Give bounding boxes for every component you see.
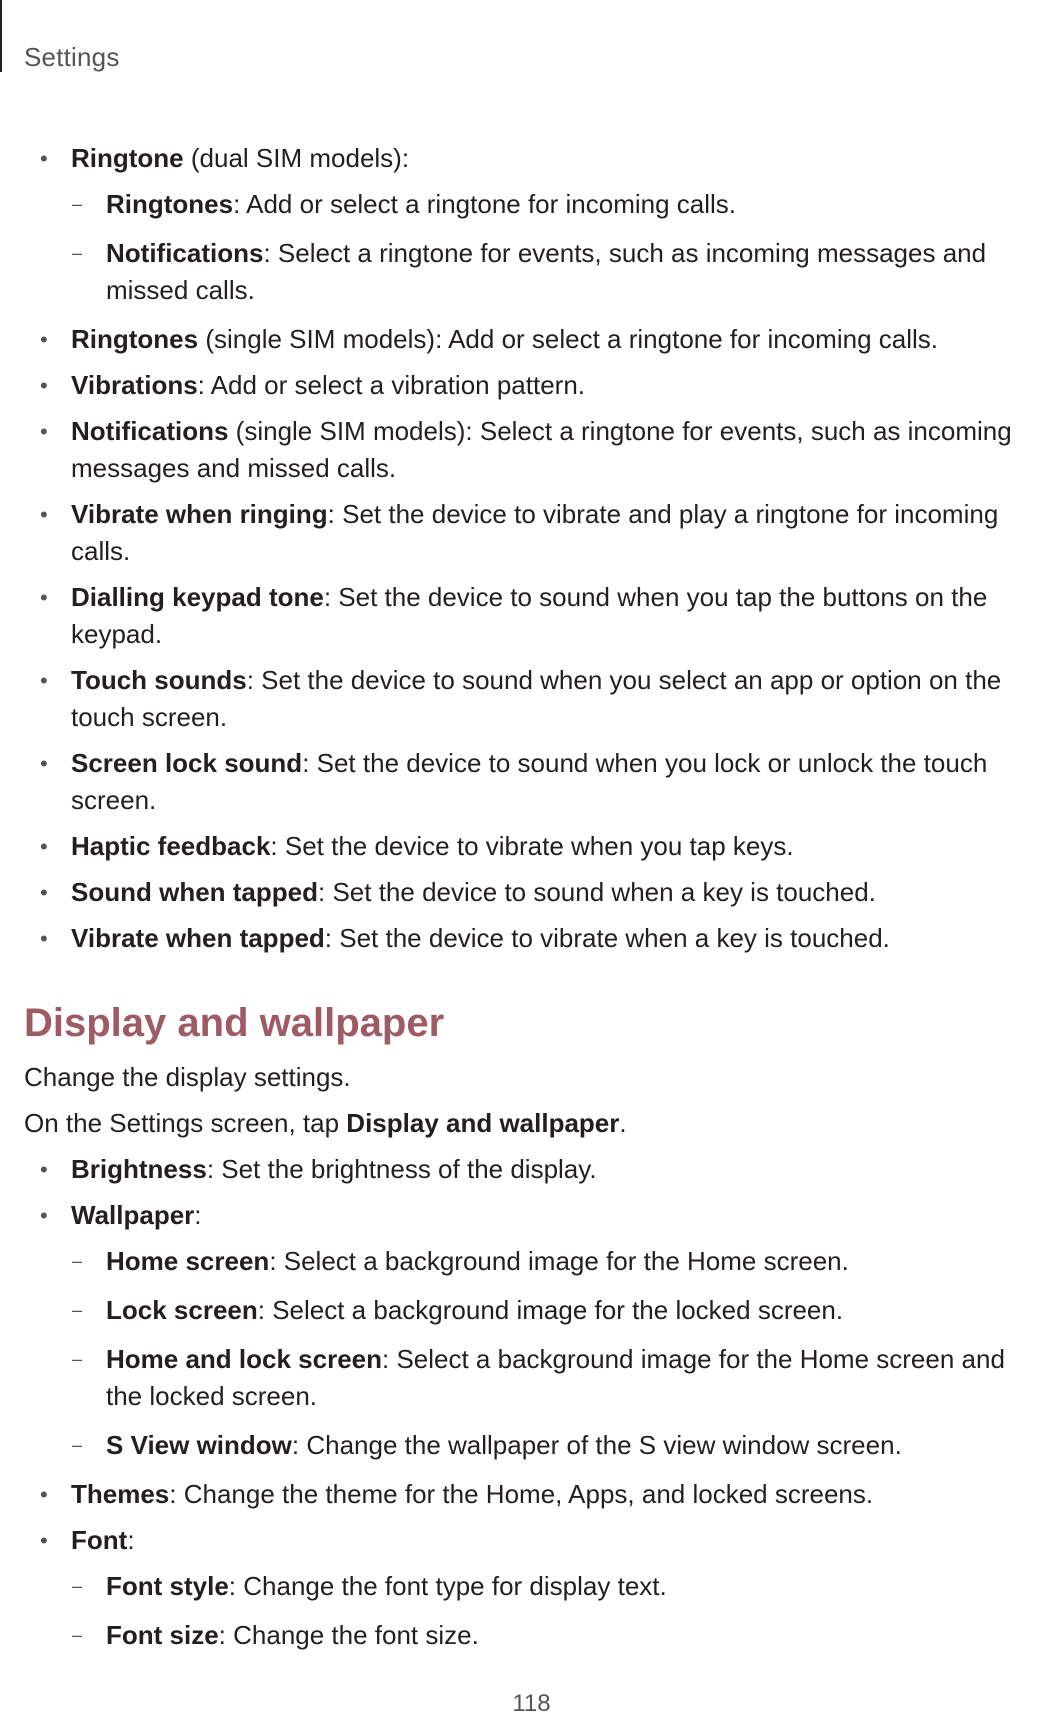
bullet-icon: • bbox=[40, 1528, 48, 1553]
bullet-icon: • bbox=[40, 419, 48, 444]
item-term: Dialling keypad tone bbox=[71, 582, 324, 612]
page-content bbox=[0, 140, 1063, 1666]
item-description: : Select a ringtone for events, such as incoming messages and missed calls. bbox=[106, 238, 987, 305]
bullet-icon: • bbox=[40, 502, 48, 527]
list-item bbox=[0, 745, 1063, 819]
list-item bbox=[0, 874, 1063, 911]
list-item bbox=[0, 1522, 1063, 1559]
item-term: Notifications bbox=[71, 416, 229, 446]
page-number: 118 bbox=[512, 1690, 551, 1717]
item-term: Vibrate when tapped bbox=[71, 923, 325, 953]
display-settings-list bbox=[0, 1151, 1063, 1654]
item-term: Home and lock screen bbox=[106, 1344, 382, 1374]
dash-icon: – bbox=[72, 1435, 83, 1455]
item-term: Lock screen bbox=[106, 1295, 258, 1325]
bullet-icon: • bbox=[40, 146, 48, 171]
item-term: Notifications bbox=[106, 238, 264, 268]
list-item bbox=[0, 1292, 1063, 1329]
item-description: : Select a background image for the Home screen and the locked screen. bbox=[106, 1344, 1005, 1411]
bullet-icon: • bbox=[40, 1482, 48, 1507]
item-description: : Set the device to vibrate and play a ringtone for incoming calls. bbox=[71, 499, 999, 566]
section-title: Display and wallpaper bbox=[24, 1001, 445, 1045]
bullet-icon: • bbox=[40, 373, 48, 398]
bullet-icon: • bbox=[40, 926, 48, 951]
item-description: : Change the font size. bbox=[218, 1620, 479, 1650]
dash-icon: – bbox=[72, 194, 83, 214]
list-item bbox=[0, 1427, 1063, 1464]
list-item bbox=[0, 496, 1063, 570]
list-item bbox=[0, 235, 1063, 309]
bullet-icon: • bbox=[40, 834, 48, 859]
list-item bbox=[0, 140, 1063, 177]
bullet-icon: • bbox=[40, 880, 48, 905]
item-description: (single SIM models): Add or select a ringtone for incoming calls. bbox=[198, 324, 938, 354]
list-item bbox=[0, 186, 1063, 223]
list-item bbox=[0, 579, 1063, 653]
list-item bbox=[0, 413, 1063, 487]
list-item bbox=[0, 1243, 1063, 1280]
list-item bbox=[0, 1151, 1063, 1188]
item-term: Sound when tapped bbox=[71, 877, 318, 907]
item-term: Home screen bbox=[106, 1246, 270, 1276]
bullet-icon: • bbox=[40, 1203, 48, 1228]
item-description: : Add or select a ringtone for incoming calls. bbox=[233, 189, 737, 219]
item-description: : Set the device to sound when you tap the buttons on the keypad. bbox=[71, 582, 988, 649]
item-description: : Change the wallpaper of the S view window screen. bbox=[291, 1430, 902, 1460]
bullet-icon: • bbox=[40, 585, 48, 610]
bullet-icon: • bbox=[40, 1157, 48, 1182]
item-term: Haptic feedback bbox=[71, 831, 271, 861]
sound-settings-list bbox=[0, 140, 1063, 957]
list-item bbox=[0, 1341, 1063, 1415]
bullet-icon: • bbox=[40, 668, 48, 693]
list-item bbox=[0, 1617, 1063, 1654]
item-term: Ringtones bbox=[106, 189, 234, 219]
item-term: Screen lock sound bbox=[71, 748, 303, 778]
item-term: Font size bbox=[106, 1620, 219, 1650]
item-description: : bbox=[127, 1525, 135, 1555]
header-rule bbox=[0, 0, 2, 72]
item-description: : Change the font type for display text. bbox=[228, 1571, 667, 1601]
list-item bbox=[0, 1476, 1063, 1513]
item-description: : Set the device to sound when a key is touched. bbox=[318, 877, 876, 907]
item-term: Themes bbox=[71, 1479, 170, 1509]
item-description: : Select a background image for the Home screen. bbox=[269, 1246, 849, 1276]
item-term: Brightness bbox=[71, 1154, 207, 1184]
dash-icon: – bbox=[72, 1251, 83, 1271]
dash-icon: – bbox=[72, 1576, 83, 1596]
item-term: Vibrate when ringing bbox=[71, 499, 328, 529]
header-title: Settings bbox=[24, 42, 120, 72]
item-description: : Set the device to sound when you select an app or option on the touch screen. bbox=[71, 665, 1002, 732]
list-item bbox=[0, 1568, 1063, 1605]
item-description: : Change the theme for the Home, Apps, and locked screens. bbox=[169, 1479, 874, 1509]
item-term: Ringtone bbox=[71, 143, 184, 173]
item-description: : Set the brightness of the display. bbox=[206, 1154, 597, 1184]
list-item bbox=[0, 321, 1063, 358]
item-description: : Set the device to vibrate when a key is touched. bbox=[324, 923, 890, 953]
instruction-prefix: On the Settings screen, tap bbox=[24, 1108, 347, 1138]
list-item bbox=[0, 367, 1063, 404]
item-description: : Select a background image for the locked screen. bbox=[257, 1295, 844, 1325]
list-item bbox=[0, 662, 1063, 736]
dash-icon: – bbox=[72, 243, 83, 263]
section-intro: Change the display settings. bbox=[24, 1062, 351, 1092]
list-item bbox=[0, 1197, 1063, 1234]
dash-icon: – bbox=[72, 1300, 83, 1320]
item-description: : Set the device to sound when you lock or unlock the touch screen. bbox=[71, 748, 988, 815]
item-description: : Set the device to vibrate when you tap keys. bbox=[270, 831, 794, 861]
section-instruction bbox=[0, 1105, 1063, 1142]
bullet-icon: • bbox=[40, 327, 48, 352]
item-term: Vibrations bbox=[71, 370, 198, 400]
item-term: Wallpaper bbox=[71, 1200, 195, 1230]
instruction-target: Display and wallpaper bbox=[346, 1108, 620, 1138]
item-description: : bbox=[194, 1200, 202, 1230]
item-term: Ringtones bbox=[71, 324, 199, 354]
item-description: (dual SIM models): bbox=[183, 143, 410, 173]
item-term: S View window bbox=[106, 1430, 292, 1460]
list-item bbox=[0, 828, 1063, 865]
dash-icon: – bbox=[72, 1349, 83, 1369]
instruction-suffix: . bbox=[619, 1108, 627, 1138]
dash-icon: – bbox=[72, 1625, 83, 1645]
item-term: Font style bbox=[106, 1571, 229, 1601]
bullet-icon: • bbox=[40, 751, 48, 776]
item-description: (single SIM models): Select a ringtone for events, such as incoming messages and missed calls. bbox=[71, 416, 1012, 483]
list-item bbox=[0, 920, 1063, 957]
item-term: Touch sounds bbox=[71, 665, 247, 695]
item-term: Font bbox=[71, 1525, 128, 1555]
item-description: : Add or select a vibration pattern. bbox=[197, 370, 586, 400]
